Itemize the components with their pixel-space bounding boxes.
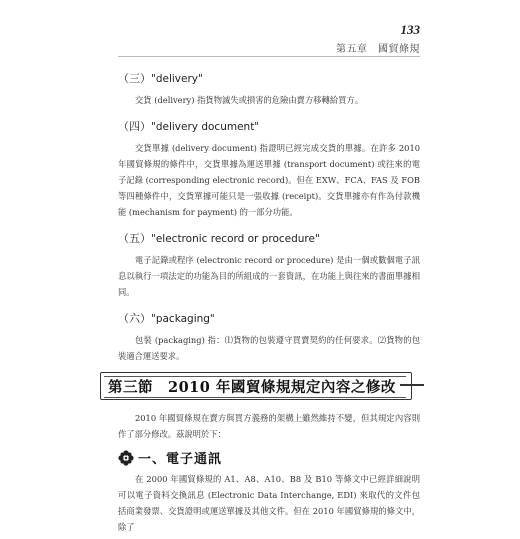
sub-heading-delivery — [118, 70, 420, 86]
sub-heading-delivery-document — [118, 118, 420, 134]
banner-tail-rule — [400, 384, 424, 386]
paragraph-delivery-document: 交貨單據 (delivery document) 指證明已經完成交貨的單據。在許多 2010 年國貿條規的條件中，交貨單據為運送單據 (transport document) 或往來的電子記錄 (corresponding electronic record)。但在 EXW、FCA、FAS 及 FOB 等四種條件中，交貨單據可能只是一張收據 (receipt)。交貨單據亦有作為付款機能 (mechanism for payment) 的一部分功能。 — [118, 143, 420, 217]
sub-heading-number: （三） — [118, 72, 151, 85]
paragraph-delivery: 交貨 (delivery) 指貨物滅失或損害的危險由賣方移轉給買方。 — [135, 95, 364, 105]
sub-heading-term: "packaging" — [151, 313, 215, 325]
paragraph-electronic-record: 電子記錄或程序 (electronic record or procedure) 是由一個或數個電子訊息以執行一項法定的功能為目的所組成的一套資訊，在功能上與往來的書面單據相同。 — [118, 255, 420, 297]
sub-heading-term: "delivery document" — [151, 121, 260, 133]
section-banner — [100, 372, 420, 402]
intro-paragraph: 2010 年國貿條規在賣方與買方義務的架構上雖然維持不變，但其規定內容則作了部分修改。茲說明於下： — [118, 413, 420, 439]
sub-heading-number: （五） — [118, 232, 151, 245]
sub-heading-term: "delivery" — [151, 73, 203, 85]
sub-heading-term: "electronic record or procedure" — [151, 233, 320, 245]
paragraph-packaging: 包裝 (packaging) 指：⑴貨物的包裝遵守買賣契約的任何要求。⑵貨物的包裝適合運送要求。 — [118, 335, 420, 361]
page-body — [108, 60, 420, 539]
sub-heading-packaging — [118, 310, 420, 326]
clause-paragraph: 在 2000 年國貿條規的 A1、A8、A10、B8 及 B10 等條文中已經詳細說明可以電子資料交換訊息 (Electronic Data Interchange, EDI) 來取代的文件包括商業發票、交貨證明或運送單據及其他文件。但在 2010 年國貿條規的條文中，除了 — [118, 474, 420, 532]
clause-title: 一、電子通訊 — [138, 452, 223, 467]
flower-ornament-icon — [118, 450, 134, 466]
running-header: 第五章 國貿條規 — [336, 44, 420, 55]
sub-heading-electronic-record — [118, 230, 420, 246]
clause-heading — [118, 448, 420, 467]
header-rule — [118, 56, 420, 57]
page-number: 133 — [400, 22, 420, 37]
sub-heading-number: （六） — [118, 312, 151, 325]
section-title: 第三節 2010 年國貿條規規定內容之修改 — [108, 379, 396, 396]
sub-heading-number: （四） — [118, 120, 151, 133]
